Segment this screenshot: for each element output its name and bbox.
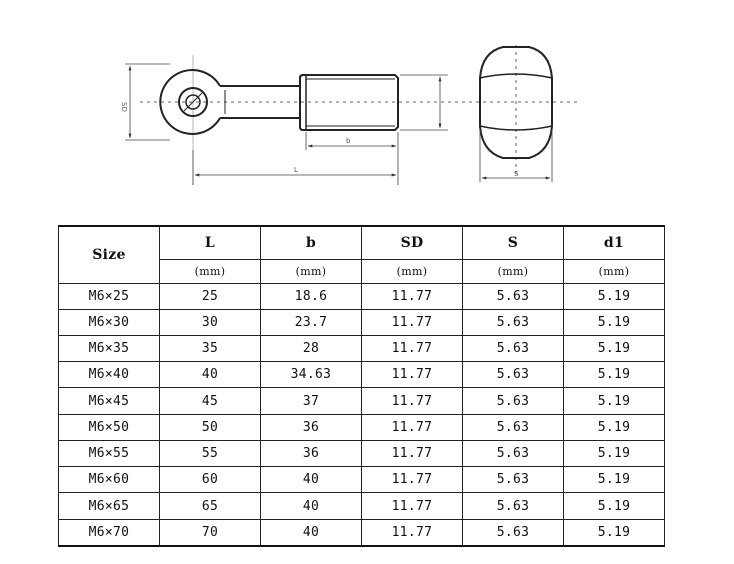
s-cell: 5.63 <box>463 493 564 519</box>
table-row <box>59 309 665 335</box>
d1-cell: 5.19 <box>564 440 665 466</box>
sd-cell: 11.77 <box>362 388 463 414</box>
table-row <box>59 493 665 519</box>
b-cell: 40 <box>261 519 362 546</box>
unit-b: (mm) <box>261 260 362 283</box>
sd-cell: 11.77 <box>362 414 463 440</box>
s-cell: 5.63 <box>463 388 564 414</box>
s-cell: 5.63 <box>463 414 564 440</box>
l-cell: 50 <box>160 414 261 440</box>
s-cell: 5.63 <box>463 335 564 361</box>
table-row <box>59 467 665 493</box>
table-row <box>59 335 665 361</box>
b-cell: 28 <box>261 335 362 361</box>
specification-table <box>58 225 665 547</box>
table-row <box>59 388 665 414</box>
d1-cell: 5.19 <box>564 335 665 361</box>
column-header-b: b <box>261 226 362 260</box>
sd-cell: 11.77 <box>362 362 463 388</box>
s-label: S <box>514 170 519 178</box>
size-cell: M6×50 <box>59 414 160 440</box>
unit-l: (mm) <box>160 260 261 283</box>
s-cell: 5.63 <box>463 362 564 388</box>
l-cell: 30 <box>160 309 261 335</box>
b-cell: 37 <box>261 388 362 414</box>
d1-cell: 5.19 <box>564 388 665 414</box>
b-cell: 34.63 <box>261 362 362 388</box>
rod-end-side-view <box>160 70 398 134</box>
l-cell: 35 <box>160 335 261 361</box>
d1-cell: 5.19 <box>564 309 665 335</box>
unit-sd: (mm) <box>362 260 463 283</box>
b-cell: 36 <box>261 414 362 440</box>
column-header-l: L <box>160 226 261 260</box>
s-cell: 5.63 <box>463 440 564 466</box>
table-row <box>59 519 665 546</box>
d1-cell: 5.19 <box>564 414 665 440</box>
size-cell: M6×35 <box>59 335 160 361</box>
b-label: b <box>346 137 351 145</box>
d1-cell: 5.19 <box>564 362 665 388</box>
sd-cell: 11.77 <box>362 519 463 546</box>
d1-cell: 5.19 <box>564 493 665 519</box>
l-cell: 70 <box>160 519 261 546</box>
sd-label: SD <box>120 102 128 112</box>
sd-cell: 11.77 <box>362 283 463 309</box>
sd-cell: 11.77 <box>362 493 463 519</box>
unit-s: (mm) <box>463 260 564 283</box>
s-cell: 5.63 <box>463 467 564 493</box>
sd-cell: 11.77 <box>362 440 463 466</box>
size-cell: M6×70 <box>59 519 160 546</box>
s-cell: 5.63 <box>463 519 564 546</box>
size-cell: M6×65 <box>59 493 160 519</box>
size-column-header: Size <box>59 226 160 283</box>
sd-cell: 11.77 <box>362 335 463 361</box>
l-cell: 45 <box>160 388 261 414</box>
l-cell: 25 <box>160 283 261 309</box>
b-cell: 23.7 <box>261 309 362 335</box>
sd-cell: 11.77 <box>362 467 463 493</box>
l-cell: 55 <box>160 440 261 466</box>
l-cell: 60 <box>160 467 261 493</box>
table-row <box>59 283 665 309</box>
column-header-s: S <box>463 226 564 260</box>
column-header-d1: d1 <box>564 226 665 260</box>
b-cell: 40 <box>261 493 362 519</box>
sd-cell: 11.77 <box>362 309 463 335</box>
l-cell: 65 <box>160 493 261 519</box>
s-cell: 5.63 <box>463 309 564 335</box>
l-label: L <box>294 166 298 174</box>
b-cell: 36 <box>261 440 362 466</box>
table-header-row <box>59 226 665 260</box>
l-cell: 40 <box>160 362 261 388</box>
size-cell: M6×30 <box>59 309 160 335</box>
d1-cell: 5.19 <box>564 283 665 309</box>
table-row <box>59 440 665 466</box>
technical-drawing <box>0 0 734 215</box>
d1-cell: 5.19 <box>564 467 665 493</box>
size-cell: M6×25 <box>59 283 160 309</box>
b-cell: 18.6 <box>261 283 362 309</box>
size-cell: M6×40 <box>59 362 160 388</box>
s-cell: 5.63 <box>463 283 564 309</box>
d1-cell: 5.19 <box>564 519 665 546</box>
size-cell: M6×60 <box>59 467 160 493</box>
column-header-sd: SD <box>362 226 463 260</box>
b-cell: 40 <box>261 467 362 493</box>
size-cell: M6×55 <box>59 440 160 466</box>
table-row <box>59 362 665 388</box>
unit-d1: (mm) <box>564 260 665 283</box>
size-cell: M6×45 <box>59 388 160 414</box>
table-row <box>59 414 665 440</box>
